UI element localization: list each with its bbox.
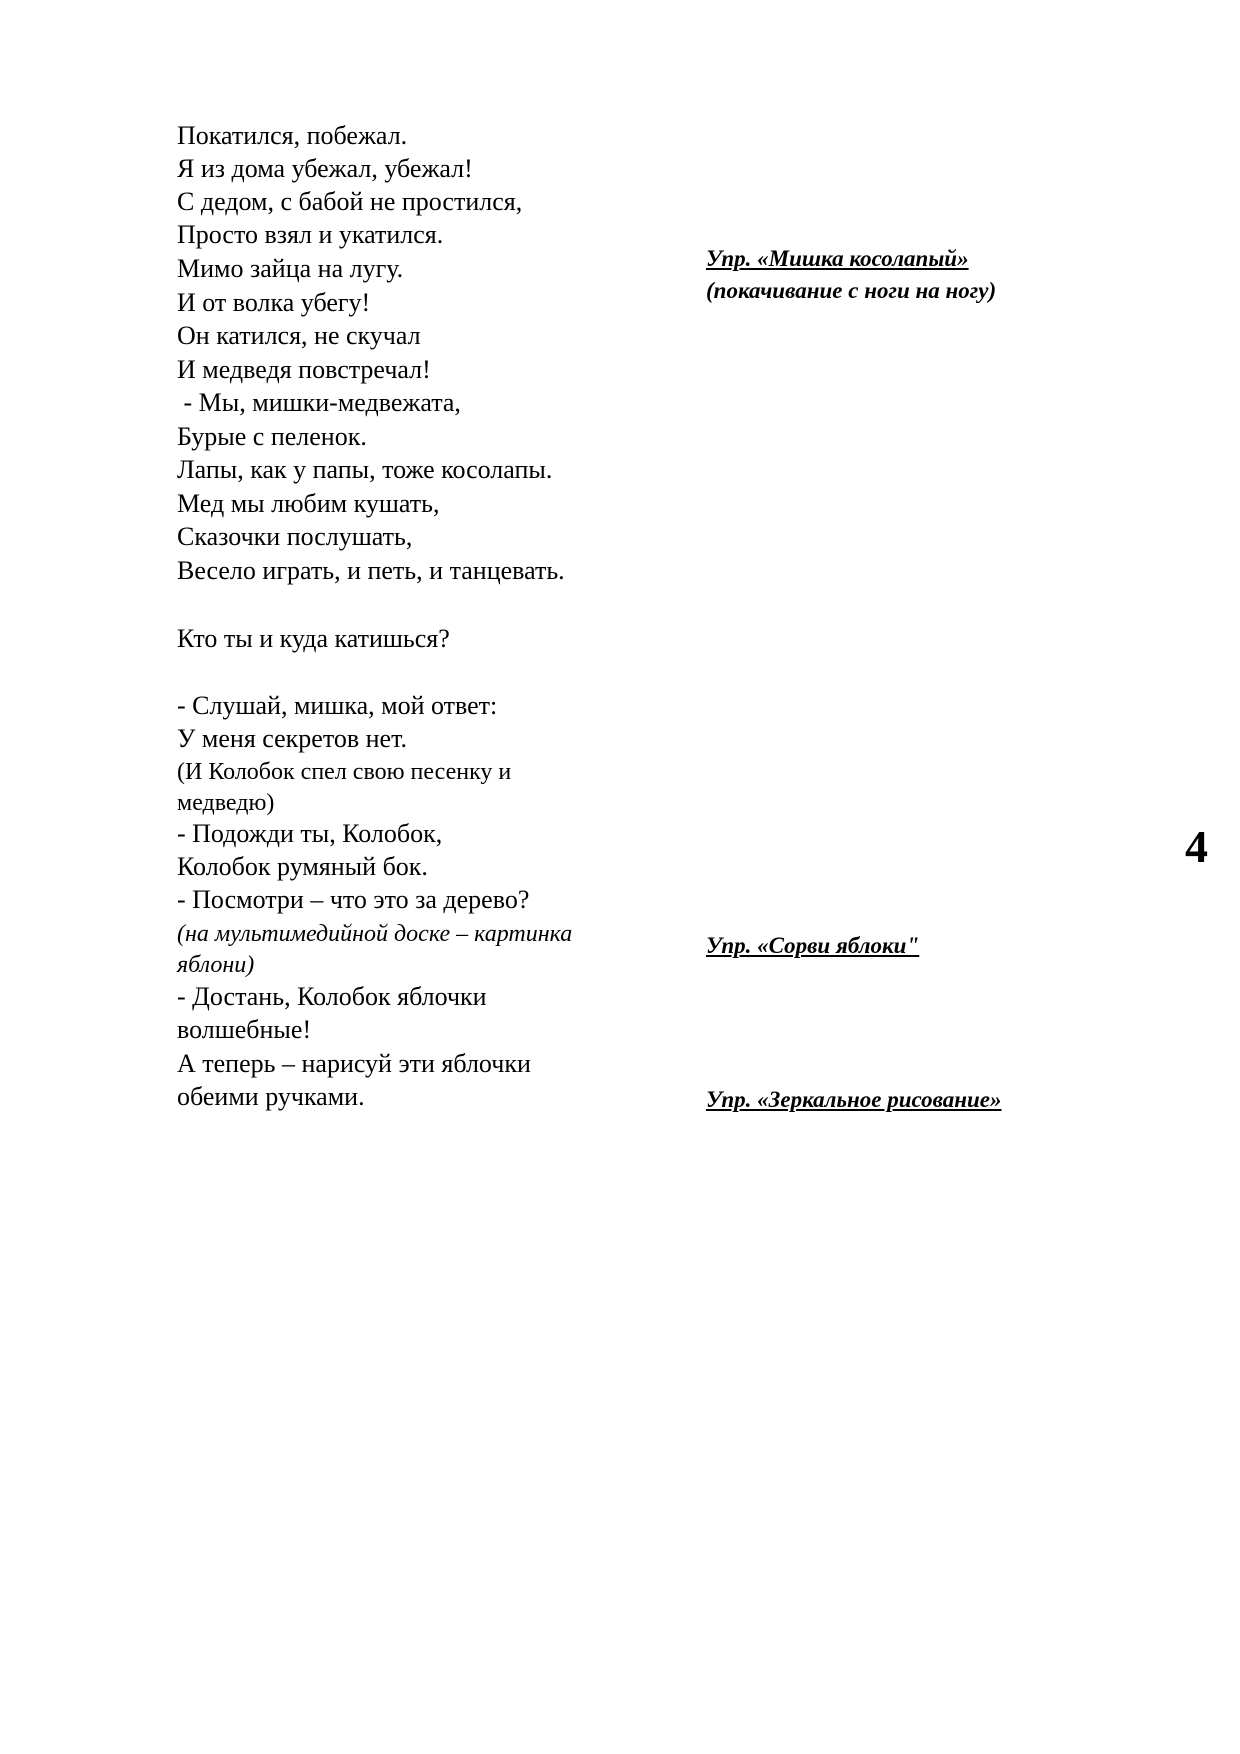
poem-line: Покатился, побежал. <box>177 121 408 150</box>
stage-direction: медведю) <box>177 790 275 816</box>
exercise-title: Упр. «Мишка косолапый» <box>706 246 969 271</box>
poem-line: - Слушай, мишка, мой ответ: <box>177 691 498 720</box>
exercise-title: Упр. «Сорви яблоки" <box>706 933 920 958</box>
poem-line: - Подожди ты, Колобок, <box>177 819 443 848</box>
poem-line: Сказочки послушать, <box>177 522 413 551</box>
poem-line: Лапы, как у папы, тоже косолапы. <box>177 455 553 484</box>
poem-line: Кто ты и куда катишься? <box>177 624 450 653</box>
poem-line: С дедом, с бабой не простился, <box>177 187 523 216</box>
stage-direction: яблони) <box>177 952 255 978</box>
stage-direction: (на мультимедийной доске – картинка <box>177 921 573 947</box>
poem-line: Я из дома убежал, убежал! <box>177 154 473 183</box>
poem-line: И медведя повстречал! <box>177 355 431 384</box>
poem-line: Просто взял и укатился. <box>177 220 444 249</box>
poem-line: Он катился, не скучал <box>177 321 421 350</box>
poem-line: Весело играть, и петь, и танцевать. <box>177 556 565 585</box>
poem-line: У меня секретов нет. <box>177 724 408 753</box>
poem-line: Мед мы любим кушать, <box>177 489 440 518</box>
poem-line: - Достань, Колобок яблочки <box>177 982 487 1011</box>
poem-line: Мимо зайца на лугу. <box>177 254 404 283</box>
poem-line: Колобок румяный бок. <box>177 852 428 881</box>
poem-line: обеими ручками. <box>177 1082 365 1111</box>
poem-line: Бурые с пеленок. <box>177 422 367 451</box>
poem-line: И от волка убегу! <box>177 288 371 317</box>
page-number: 4 <box>1185 821 1208 872</box>
exercise-description: (покачивание с ноги на ногу) <box>706 278 997 303</box>
stage-direction: (И Колобок спел свою песенку и <box>177 759 512 785</box>
poem-line: А теперь – нарисуй эти яблочки <box>177 1049 531 1078</box>
exercise-title: Упр. «Зеркальное рисование» <box>706 1087 1002 1112</box>
poem-line: волшебные! <box>177 1015 312 1044</box>
poem-line: - Мы, мишки-медвежата, <box>177 388 461 417</box>
poem-line: - Посмотри – что это за дерево? <box>177 885 530 914</box>
